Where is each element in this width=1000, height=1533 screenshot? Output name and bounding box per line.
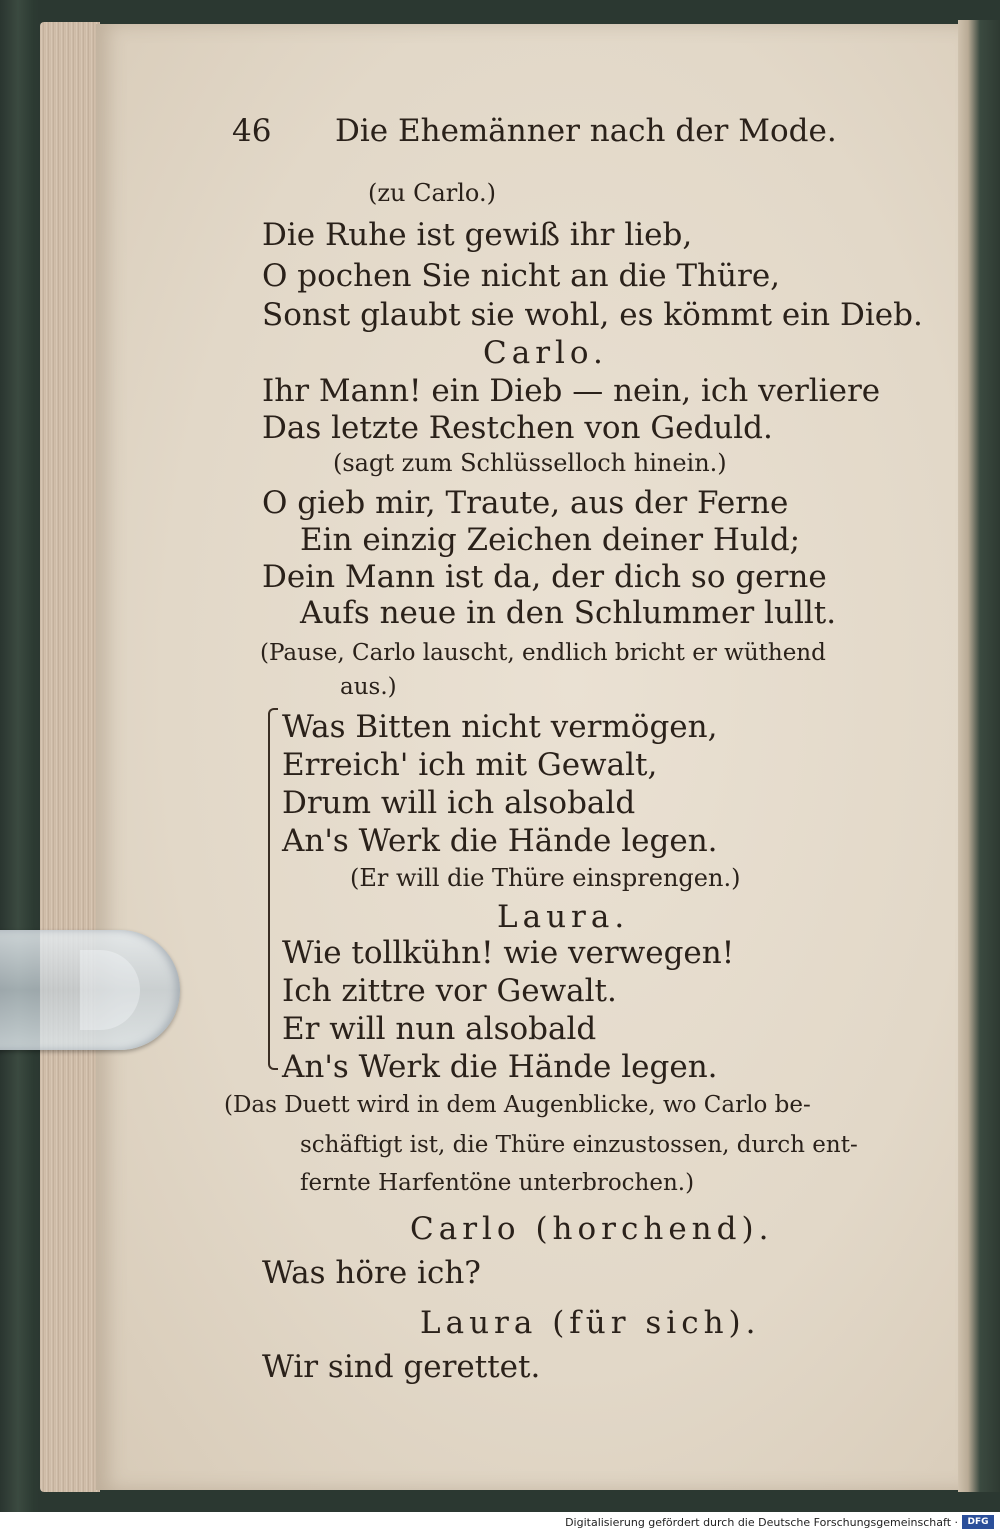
duet-bracket [268, 708, 278, 1070]
right-page-edge [958, 20, 1000, 1492]
verse-line: Die Ruhe ist gewiß ihr lieb, [262, 217, 693, 253]
verse-line: Das letzte Restchen von Geduld. [262, 410, 773, 446]
page-number: 46 [232, 113, 272, 149]
stage-direction: (Er will die Thüre einsprengen.) [350, 864, 741, 892]
verse-line: O gieb mir, Traute, aus der Ferne [262, 485, 789, 521]
verse-line: Ich zittre vor Gewalt. [282, 973, 617, 1009]
stage-direction: (Pause, Carlo lauscht, endlich bricht er wüthend [260, 640, 826, 666]
verse-line: Ihr Mann! ein Dieb — nein, ich verliere [262, 373, 881, 409]
verse-line: Er will nun alsobald [282, 1011, 597, 1047]
stage-direction: (sagt zum Schlüsselloch hinein.) [333, 449, 727, 477]
page-clip-holder [0, 930, 180, 1050]
speaker-name: Laura. [497, 899, 630, 935]
speaker-name: Laura (für sich). [420, 1305, 761, 1341]
verse-line: Aufs neue in den Schlummer lullt. [300, 595, 837, 631]
speaker-name: Carlo (horchend). [410, 1211, 774, 1247]
verse-line: Dein Mann ist da, der dich so gerne [262, 559, 827, 595]
stage-direction: fernte Harfentöne unterbrochen.) [300, 1170, 695, 1196]
footer-credit: Digitalisierung gefördert durch die Deutsche Forschungsgemeinschaft · [565, 1516, 958, 1529]
verse-line: Wie tollkühn! wie verwegen! [282, 935, 735, 971]
verse-line: Wir sind gerettet. [262, 1349, 541, 1385]
dfg-logo: DFG [962, 1515, 994, 1529]
verse-line: Was Bitten nicht vermögen, [282, 709, 718, 745]
running-title: Die Ehemänner nach der Mode. [335, 113, 837, 149]
verse-line: An's Werk die Hände legen. [282, 823, 718, 859]
book-page-edges [40, 22, 100, 1492]
verse-line: Sonst glaubt sie wohl, es kömmt ein Dieb. [262, 297, 923, 333]
stage-direction: (Das Duett wird in dem Augenblicke, wo Carlo be- [224, 1092, 811, 1118]
stage-direction: aus.) [340, 674, 397, 700]
verse-line: Drum will ich alsobald [282, 785, 636, 821]
stage-direction: schäftigt ist, die Thüre einzustossen, durch ent- [300, 1132, 858, 1158]
verse-line: An's Werk die Hände legen. [282, 1049, 718, 1085]
verse-line: Ein einzig Zeichen deiner Huld; [300, 522, 801, 558]
verse-line: Was höre ich? [262, 1255, 481, 1291]
stage-direction: (zu Carlo.) [368, 179, 496, 207]
verse-line: O pochen Sie nicht an die Thüre, [262, 258, 781, 294]
footer-bar [0, 1512, 1000, 1533]
verse-line: Erreich' ich mit Gewalt, [282, 747, 658, 783]
speaker-name: Carlo. [483, 335, 608, 371]
